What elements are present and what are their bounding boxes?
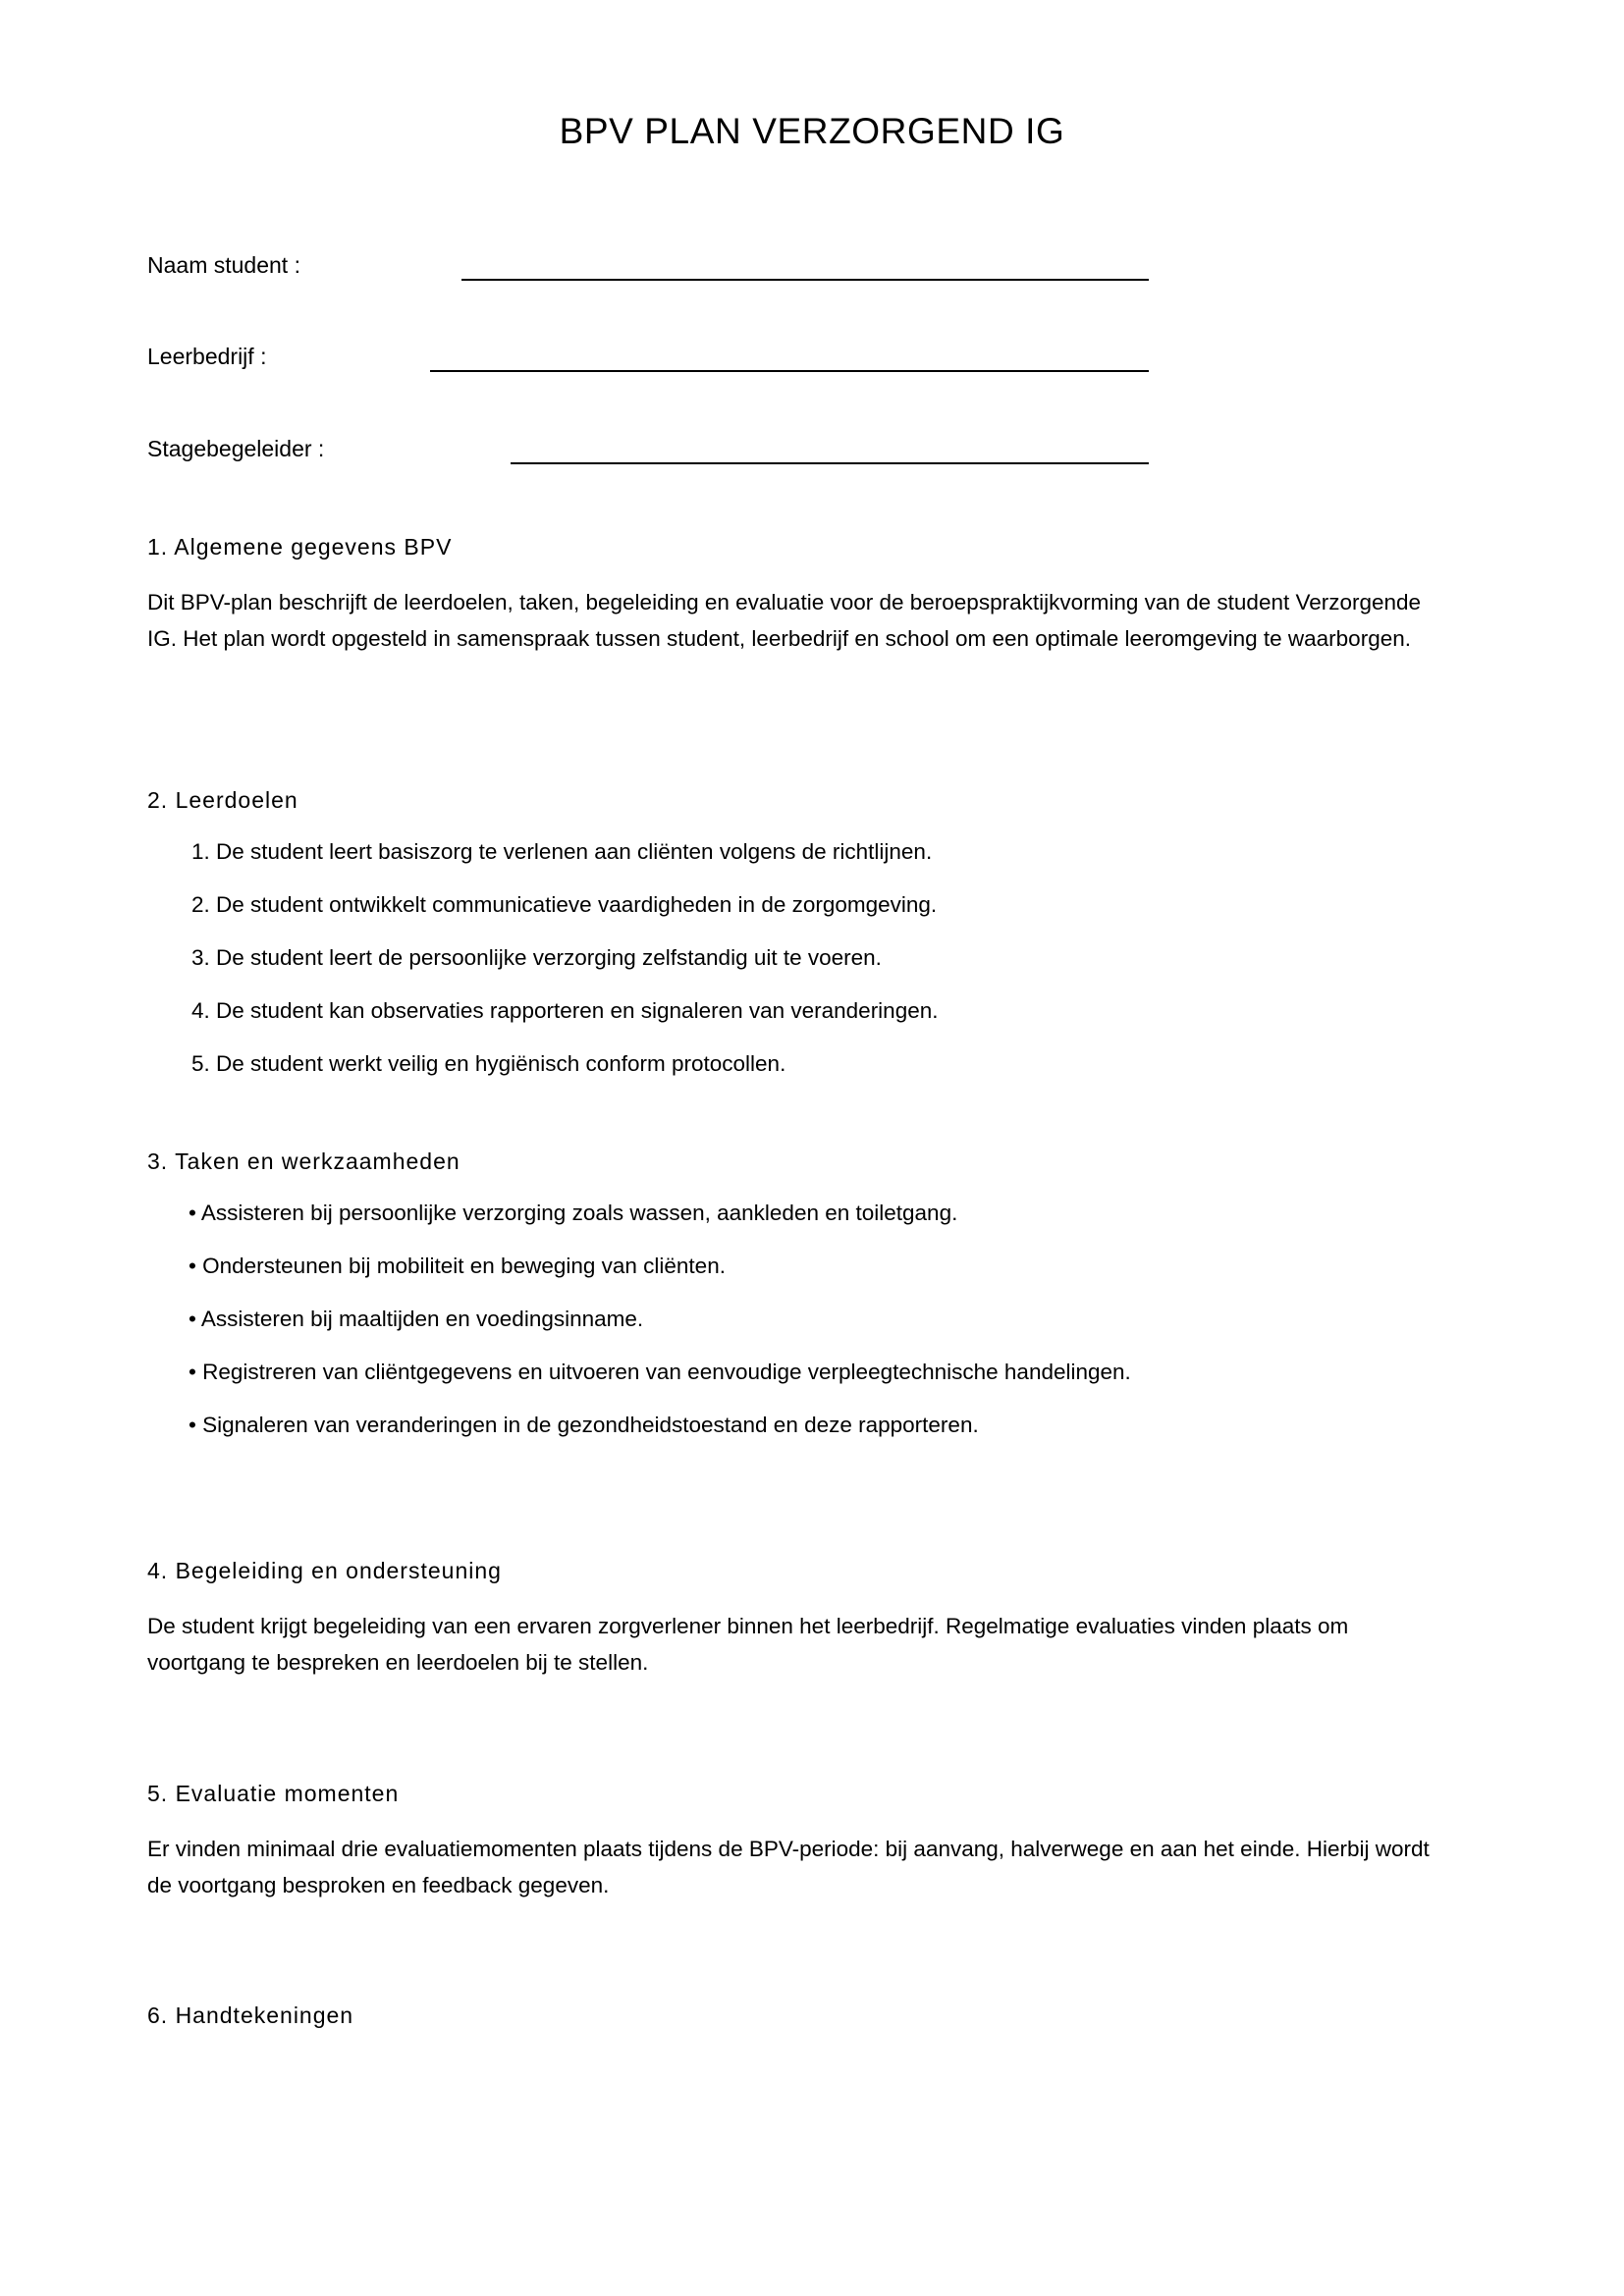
field-rule-leerbedrijf[interactable] — [430, 370, 1149, 372]
list-item: 4. De student kan observaties rapporteren en signaleren van veranderingen. — [191, 998, 939, 1023]
section-leerdoelen — [147, 785, 1463, 1079]
list-item: 1. De student leert basiszorg te verlenen aan cliënten volgens de richtlijnen. — [191, 839, 933, 864]
section-taken — [147, 1147, 1463, 1440]
section-heading-begeleiding: 4. Begeleiding en ondersteuning — [147, 1558, 502, 1583]
field-rule-stagebegeleider[interactable] — [511, 462, 1149, 464]
field-rule-naam-student[interactable] — [461, 279, 1149, 281]
section-heading-handtekeningen: 6. Handtekeningen — [147, 2002, 354, 2028]
section-paragraph-evaluatie: Er vinden minimaal drie evaluatiemomenten plaats tijdens de BPV-periode: bij aanvang, halverwege en aan het einde. Hierbij wordt de voortgang besproken en feedback gegeven. — [147, 1837, 1430, 1897]
section-evaluatie — [147, 1779, 1463, 1903]
list-item: 2. De student ontwikkelt communicatieve vaardigheden in de zorgomgeving. — [191, 892, 938, 917]
leerdoelen-list — [147, 837, 1463, 1079]
field-label-stagebegeleider: Stagebegeleider : — [147, 436, 325, 461]
section-paragraph-algemene-gegevens: Dit BPV-plan beschrijft de leerdoelen, taken, begeleiding en evaluatie voor de beroepspraktijkvorming van de student Verzorgende IG. Het plan wordt opgesteld in samenspraak tussen student, leerbedrijf en school om een optimale leeromgeving te waarborgen. — [147, 590, 1422, 651]
section-handtekeningen — [147, 2001, 1463, 2053]
section-begeleiding — [147, 1556, 1463, 1681]
list-item: • Registreren van cliëntgegevens en uitvoeren van eenvoudige verpleegtechnische handelingen. — [189, 1360, 1131, 1384]
list-item: • Signaleren van veranderingen in de gezondheidstoestand en deze rapporteren. — [189, 1413, 979, 1437]
section-paragraph-begeleiding: De student krijgt begeleiding van een ervaren zorgverlener binnen het leerbedrijf. Regelmatige evaluaties vinden plaats om voortgang te bespreken en leerdoelen bij te stellen. — [147, 1614, 1349, 1675]
list-item: 5. De student werkt veilig en hygiënisch conform protocollen. — [191, 1051, 786, 1076]
page-title: BPV PLAN VERZORGEND IG — [559, 111, 1065, 151]
list-item: • Assisteren bij persoonlijke verzorging zoals wassen, aankleden en toiletgang. — [189, 1201, 958, 1225]
section-heading-evaluatie: 5. Evaluatie momenten — [147, 1781, 400, 1806]
list-item: • Ondersteunen bij mobiliteit en beweging van cliënten. — [189, 1254, 726, 1278]
section-heading-algemene-gegevens: 1. Algemene gegevens BPV — [147, 534, 453, 560]
field-label-naam-student: Naam student : — [147, 252, 300, 278]
section-heading-leerdoelen: 2. Leerdoelen — [147, 787, 298, 813]
list-item: 3. De student leert de persoonlijke verzorging zelfstandig uit te voeren. — [191, 945, 882, 970]
taken-list — [147, 1199, 1463, 1440]
list-item: • Assisteren bij maaltijden en voedingsinname. — [189, 1307, 644, 1331]
section-heading-taken: 3. Taken en werkzaamheden — [147, 1148, 460, 1174]
field-label-leerbedrijf: Leerbedrijf : — [147, 344, 267, 369]
section-algemene-gegevens — [147, 532, 1463, 657]
